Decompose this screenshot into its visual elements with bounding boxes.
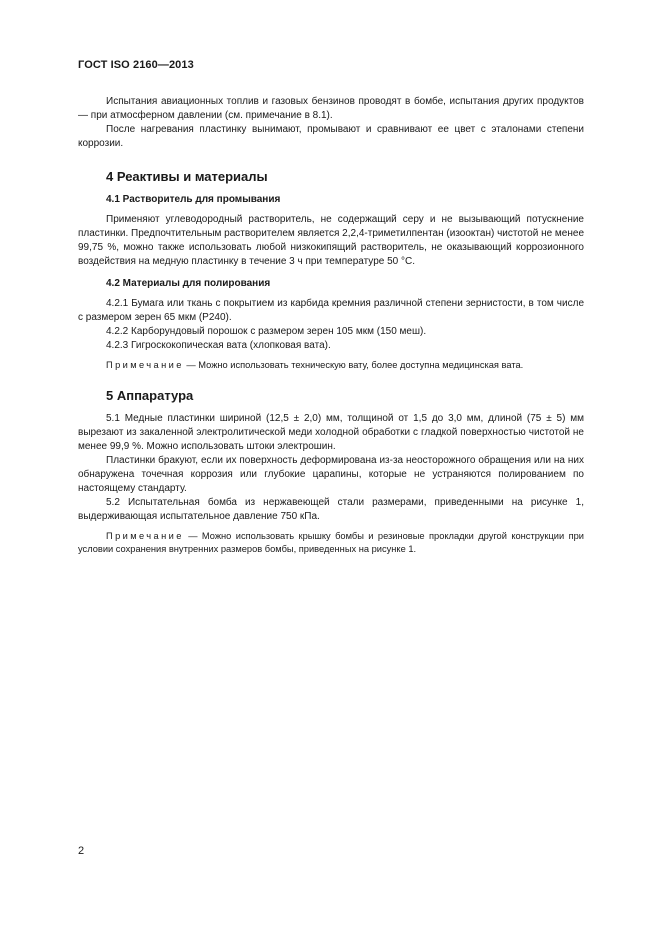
subsection-4-1-text: Применяют углеводородный растворитель, не содержащий серу и не вызывающий потускнение пластинки. Предпочтительным растворителем является 2,2,4-триметилпентан (изооктан) чистотой не менее 99,75 %, можно также использовать любой низкокипящий растворитель, не оказывающий коррозионного воздействия на медную пластинку в течение 3 ч при температуре 50 °С. [78,214,585,267]
section-5-paragraph: 5.1 Медные пластинки шириной (12,5 ± 2,0) мм, толщиной от 1,5 до 3,0 мм, длиной (75 ± 5) мм вырезают из закаленной электролитической меди холодной обработки с гладкой поверхностью чистотой не менее 99,9 %. Можно использовать штоки электрошин. [78,413,584,452]
section-5-paragraph: Пластинки бракуют, если их поверхность деформирована из-за неосторожного обращения или на них обнаружена точечная коррозия или глубокие царапины, которые не устраняются полированием по настоящему стандарту. [78,455,584,494]
note-label: Примечание [106,531,184,541]
intro-paragraph: После нагревания пластинку вынимают, промывают и сравнивают ее цвет с эталонами степени коррозии. [78,124,584,149]
list-item-4-2-1: 4.2.1 Бумага или ткань с покрытием из карбида кремния различной степени зернистости, в том числе с размером зерен 65 мкм (Р240). [78,298,584,323]
note-text: — Можно использовать крышку бомбы и резиновые прокладки другой конструкции при условии сохранения внутренних размеров бомбы, приведенных на рисунке 1. [78,531,584,554]
subsection-4-2-title: 4.2 Материалы для полирования [106,278,271,289]
section-5-paragraph: 5.2 Испытательная бомба из нержавеющей стали размерами, приведенными на рисунке 1, выдерживающая испытательное давление 750 кПа. [78,497,584,522]
document-body [78,95,584,556]
note-text: — Можно использовать техническую вату, более доступна медицинская вата. [183,360,524,370]
page-number: 2 [78,845,85,857]
note-5 [78,530,584,556]
note-4-2 [78,359,584,372]
section-5-title: 5 Аппаратура [106,388,194,403]
list-item-4-2-3: 4.2.3 Гигроскокопическая вата (хлопковая вата). [106,340,331,351]
note-label: Примечание [106,360,184,370]
section-4-title: 4 Реактивы и материалы [106,169,268,184]
subsection-4-1-title: 4.1 Растворитель для промывания [106,194,281,205]
intro-paragraph: Испытания авиационных топлив и газовых бензинов проводят в бомбе, испытания других продуктов — при атмосферном давлении (см. примечание в 8.1). [78,96,584,121]
list-item-4-2-2: 4.2.2 Карборундовый порошок с размером зерен 105 мкм (150 меш). [106,326,427,337]
document-header: ГОСТ ISO 2160—2013 [78,59,194,71]
